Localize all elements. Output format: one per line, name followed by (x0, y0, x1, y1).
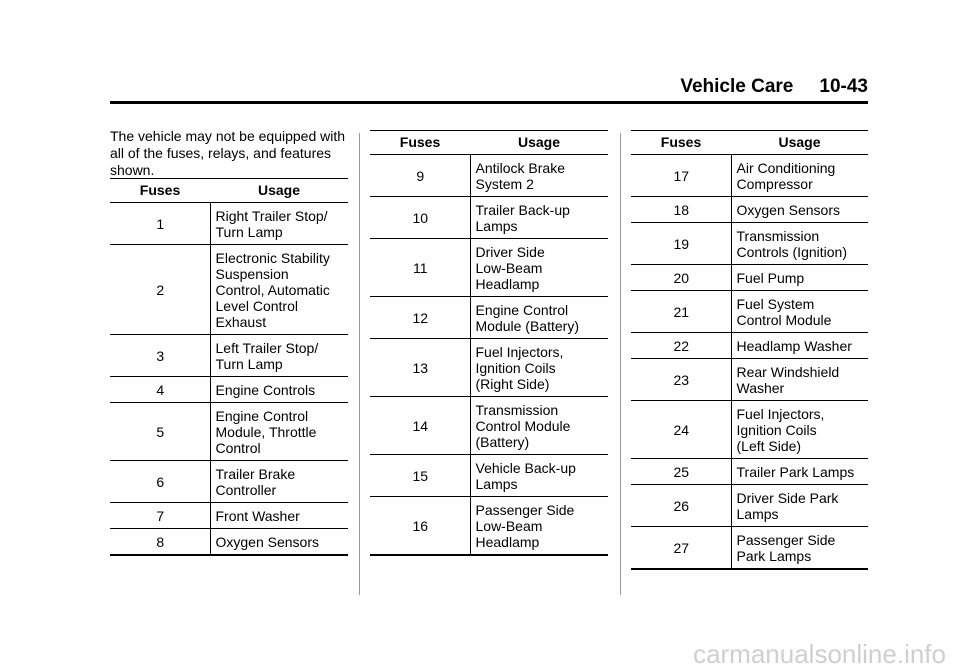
table-row (370, 155, 608, 197)
table-row (110, 335, 348, 377)
fuse-table-1 (110, 178, 348, 556)
header-usage: Usage (517, 134, 561, 150)
fuse-number: 17 (631, 155, 731, 197)
fuse-number: 22 (631, 333, 731, 359)
table-row (110, 203, 348, 245)
fuse-usage: Vehicle Back-up Lamps (475, 460, 576, 492)
fuse-usage: Left Trailer Stop/ Turn Lamp (215, 340, 319, 372)
table-row (110, 403, 348, 461)
fuse-usage: Air Conditioning Compressor (736, 160, 836, 192)
fuse-usage: Transmission Controls (Ignition) (736, 228, 847, 260)
table-row (110, 529, 348, 556)
table-row (370, 297, 608, 339)
table-row (631, 291, 868, 333)
fuse-number: 24 (631, 401, 731, 459)
fuse-usage: Transmission Control Module (Battery) (475, 402, 571, 450)
table-row (370, 455, 608, 497)
watermark: carmanualsonline.info (693, 639, 946, 669)
table-row (631, 527, 868, 570)
fuse-usage: Fuel Injectors, Ignition Coils (Left Side) (736, 406, 825, 454)
page-number: 10-43 (819, 76, 868, 97)
fuse-number: 4 (110, 377, 210, 403)
section-title: Vehicle Care (680, 76, 794, 97)
table-row (110, 245, 348, 335)
fuse-number: 11 (370, 239, 470, 297)
table-row (631, 333, 868, 359)
table-row (110, 377, 348, 403)
fuse-number: 10 (370, 197, 470, 239)
fuse-number: 2 (110, 245, 210, 335)
header-fuses: Fuses (660, 134, 702, 150)
table-row (631, 485, 868, 527)
fuse-number: 14 (370, 397, 470, 455)
fuse-usage: Antilock Brake System 2 (475, 160, 565, 192)
fuse-usage: Driver Side Park Lamps (736, 490, 839, 522)
fuse-usage: Trailer Back-up Lamps (475, 202, 570, 234)
fuse-number: 3 (110, 335, 210, 377)
table-row (370, 239, 608, 297)
table-row (631, 223, 868, 265)
fuse-usage: Passenger Side Park Lamps (736, 532, 836, 564)
fuse-number: 23 (631, 359, 731, 401)
fuse-usage: Headlamp Washer (736, 338, 852, 354)
header-rule (110, 101, 868, 104)
fuse-usage: Trailer Brake Controller (215, 466, 296, 498)
fuse-usage: Engine Control Module (Battery) (475, 302, 579, 334)
fuse-usage: Electronic Stability Suspension Control, Automatic Level Control Exhaust (215, 250, 330, 330)
page-header (680, 76, 868, 98)
fuse-usage: Oxygen Sensors (215, 534, 319, 550)
intro-text: The vehicle may not be equipped with all of the fuses, relays, and features shown. (110, 128, 346, 178)
fuse-number: 1 (110, 203, 210, 245)
table-row (631, 459, 868, 485)
fuse-number: 20 (631, 265, 731, 291)
table-row (370, 397, 608, 455)
table-row (370, 197, 608, 239)
header-fuses: Fuses (139, 182, 181, 198)
fuse-usage: Fuel Injectors, Ignition Coils (Right Side) (475, 344, 564, 392)
table-header-row (370, 131, 608, 155)
fuse-usage: Right Trailer Stop/ Turn Lamp (215, 208, 328, 240)
header-usage: Usage (778, 134, 821, 150)
fuse-number: 18 (631, 197, 731, 223)
fuse-table-2 (370, 130, 608, 556)
table-row (370, 497, 608, 556)
table-row (631, 197, 868, 223)
fuse-usage: Oxygen Sensors (736, 202, 840, 218)
fuse-number: 7 (110, 503, 210, 529)
column-divider-2 (620, 133, 621, 595)
fuse-number: 13 (370, 339, 470, 397)
fuse-number: 21 (631, 291, 731, 333)
fuse-number: 19 (631, 223, 731, 265)
table-header-row (110, 179, 348, 203)
table-row (631, 359, 868, 401)
fuse-usage: Engine Control Module, Throttle Control (215, 408, 317, 456)
fuse-number: 26 (631, 485, 731, 527)
fuse-usage: Engine Controls (215, 382, 316, 398)
fuse-usage: Passenger Side Low-Beam Headlamp (475, 502, 575, 550)
fuse-usage: Rear Windshield Washer (736, 364, 840, 396)
fuse-number: 5 (110, 403, 210, 461)
fuse-usage: Fuel Pump (736, 270, 805, 286)
table-row (631, 155, 868, 197)
table-row (631, 401, 868, 459)
table-row (631, 265, 868, 291)
fuse-usage: Fuel System Control Module (736, 296, 832, 328)
fuse-table-3 (631, 130, 868, 570)
table-header-row (631, 131, 868, 155)
fuse-usage: Driver Side Low-Beam Headlamp (475, 244, 545, 292)
fuse-usage: Trailer Park Lamps (736, 464, 855, 480)
table-row (110, 503, 348, 529)
fuse-number: 6 (110, 461, 210, 503)
header-fuses: Fuses (399, 134, 441, 150)
fuse-number: 8 (110, 529, 210, 556)
fuse-number: 27 (631, 527, 731, 570)
fuse-number: 16 (370, 497, 470, 556)
fuse-usage: Front Washer (215, 508, 300, 524)
fuse-number: 9 (370, 155, 470, 197)
fuse-number: 12 (370, 297, 470, 339)
table-row (110, 461, 348, 503)
table-row (370, 339, 608, 397)
header-usage: Usage (257, 182, 301, 198)
fuse-number: 15 (370, 455, 470, 497)
fuse-number: 25 (631, 459, 731, 485)
column-divider-1 (359, 133, 360, 595)
